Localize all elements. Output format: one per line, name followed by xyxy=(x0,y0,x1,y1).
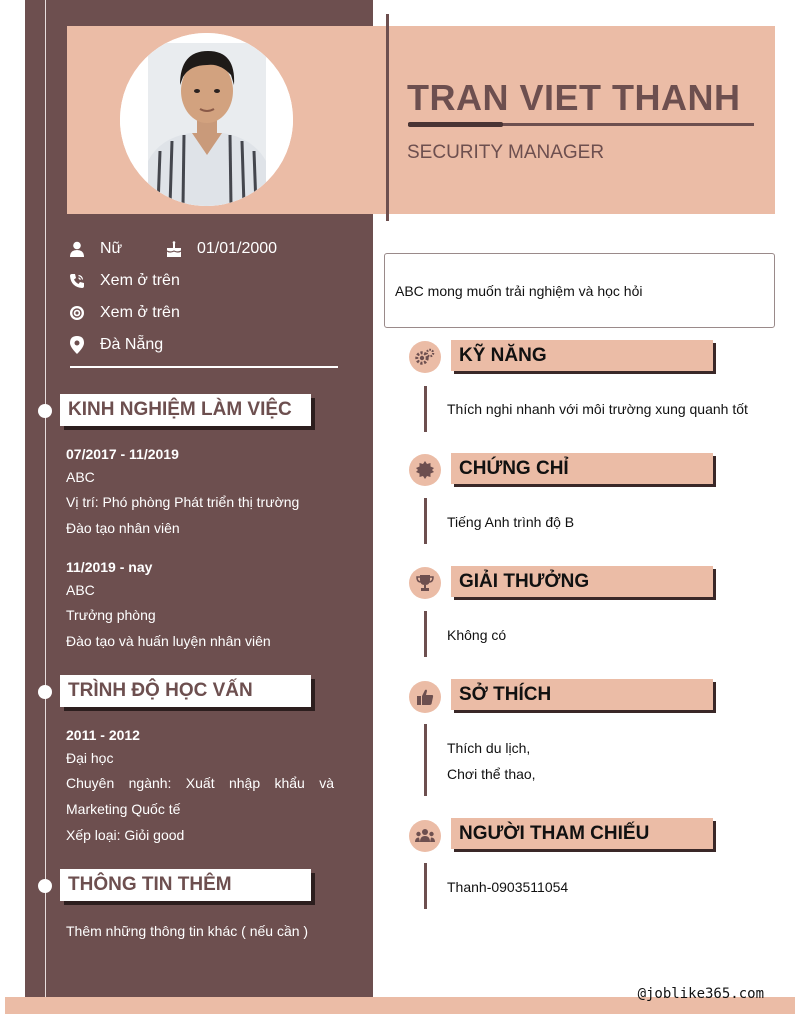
address-value: Đà Nẵng xyxy=(100,336,164,353)
at-icon xyxy=(67,303,87,323)
references-text: Thanh-0903511054 xyxy=(447,879,569,895)
experience-period: 07/2017 - 11/2019 xyxy=(66,446,179,462)
certificate-icon xyxy=(416,461,434,479)
header-divider xyxy=(386,14,389,221)
additional-text: Thêm những thông tin khác ( nếu cần ) xyxy=(66,923,309,939)
education-period: 2011 - 2012 xyxy=(66,727,140,743)
trophy-icon xyxy=(416,574,434,592)
awards-text: Không có xyxy=(447,627,507,643)
hobby-item: Thích du lịch, xyxy=(447,740,531,756)
hobbies-line xyxy=(424,724,427,796)
footer-watermark: @joblike365.com xyxy=(637,986,764,1002)
education-grade: Xếp loại: Giỏi good xyxy=(66,827,185,843)
birthday-value: 01/01/2000 xyxy=(197,240,278,257)
education-major-cont: Marketing Quốc tế xyxy=(66,801,181,817)
phone-value: Xem ở trên xyxy=(100,272,180,289)
experience-description: Đào tạo nhân viên xyxy=(66,520,180,536)
objective-box xyxy=(384,253,775,328)
education-major: Chuyên ngành: Xuất nhập khẩu và xyxy=(66,775,334,791)
gender-row xyxy=(67,239,122,259)
gender-value: Nữ xyxy=(100,240,123,257)
address-row xyxy=(67,335,163,355)
references-heading: NGƯỜI THAM CHIẾU xyxy=(451,818,713,849)
experience-period: 11/2019 - nay xyxy=(66,559,153,575)
email-value: Xem ở trên xyxy=(100,304,180,321)
awards-heading: GIẢI THƯỞNG xyxy=(451,566,713,597)
skills-icon-badge xyxy=(409,341,441,373)
objective-text: ABC mong muốn trải nghiệm và học hỏi xyxy=(395,282,643,299)
timeline-dot xyxy=(38,404,52,418)
references-line xyxy=(424,863,427,909)
users-icon xyxy=(415,828,435,844)
certificates-icon-badge xyxy=(409,454,441,486)
experience-company: ABC xyxy=(66,469,95,485)
experience-position: Vị trí: Phó phòng Phát triển thị trường xyxy=(66,494,300,510)
profile-photo xyxy=(120,33,293,206)
additional-heading: THÔNG TIN THÊM xyxy=(60,869,311,901)
timeline-line xyxy=(45,0,46,1014)
email-row xyxy=(67,303,180,323)
timeline-dot xyxy=(38,685,52,699)
location-pin-icon xyxy=(67,335,87,355)
birthday-row xyxy=(164,239,277,259)
experience-description: Đào tạo và huấn luyện nhân viên xyxy=(66,633,271,649)
gears-icon xyxy=(415,348,435,366)
user-icon xyxy=(67,239,87,259)
awards-line xyxy=(424,611,427,657)
education-level: Đại học xyxy=(66,750,114,766)
cake-icon xyxy=(164,239,184,259)
experience-position: Trưởng phòng xyxy=(66,607,156,623)
job-title: SECURITY MANAGER xyxy=(407,142,605,163)
name-underline-accent xyxy=(408,122,503,127)
skills-heading: KỸ NĂNG xyxy=(451,340,713,371)
candidate-name: TRAN VIET THANH xyxy=(407,77,741,118)
certificates-line xyxy=(424,498,427,544)
awards-icon-badge xyxy=(409,567,441,599)
experience-heading: KINH NGHIỆM LÀM VIỆC xyxy=(60,394,311,426)
certificates-text: Tiếng Anh trình độ B xyxy=(447,514,575,530)
skills-text: Thích nghi nhanh với môi trường xung quanh tốt xyxy=(447,401,748,417)
skills-line xyxy=(424,386,427,432)
hobby-item: Chơi thể thao, xyxy=(447,766,536,782)
thumbs-up-icon xyxy=(416,688,434,706)
hobbies-icon-badge xyxy=(409,681,441,713)
avatar xyxy=(120,33,293,206)
info-divider xyxy=(70,366,338,368)
phone-icon xyxy=(67,271,87,291)
experience-company: ABC xyxy=(66,582,95,598)
phone-row xyxy=(67,271,180,291)
references-icon-badge xyxy=(409,820,441,852)
education-heading: TRÌNH ĐỘ HỌC VẤN xyxy=(60,675,311,707)
hobbies-heading: SỞ THÍCH xyxy=(451,679,713,710)
certificates-heading: CHỨNG CHỈ xyxy=(451,453,713,484)
timeline-dot xyxy=(38,879,52,893)
